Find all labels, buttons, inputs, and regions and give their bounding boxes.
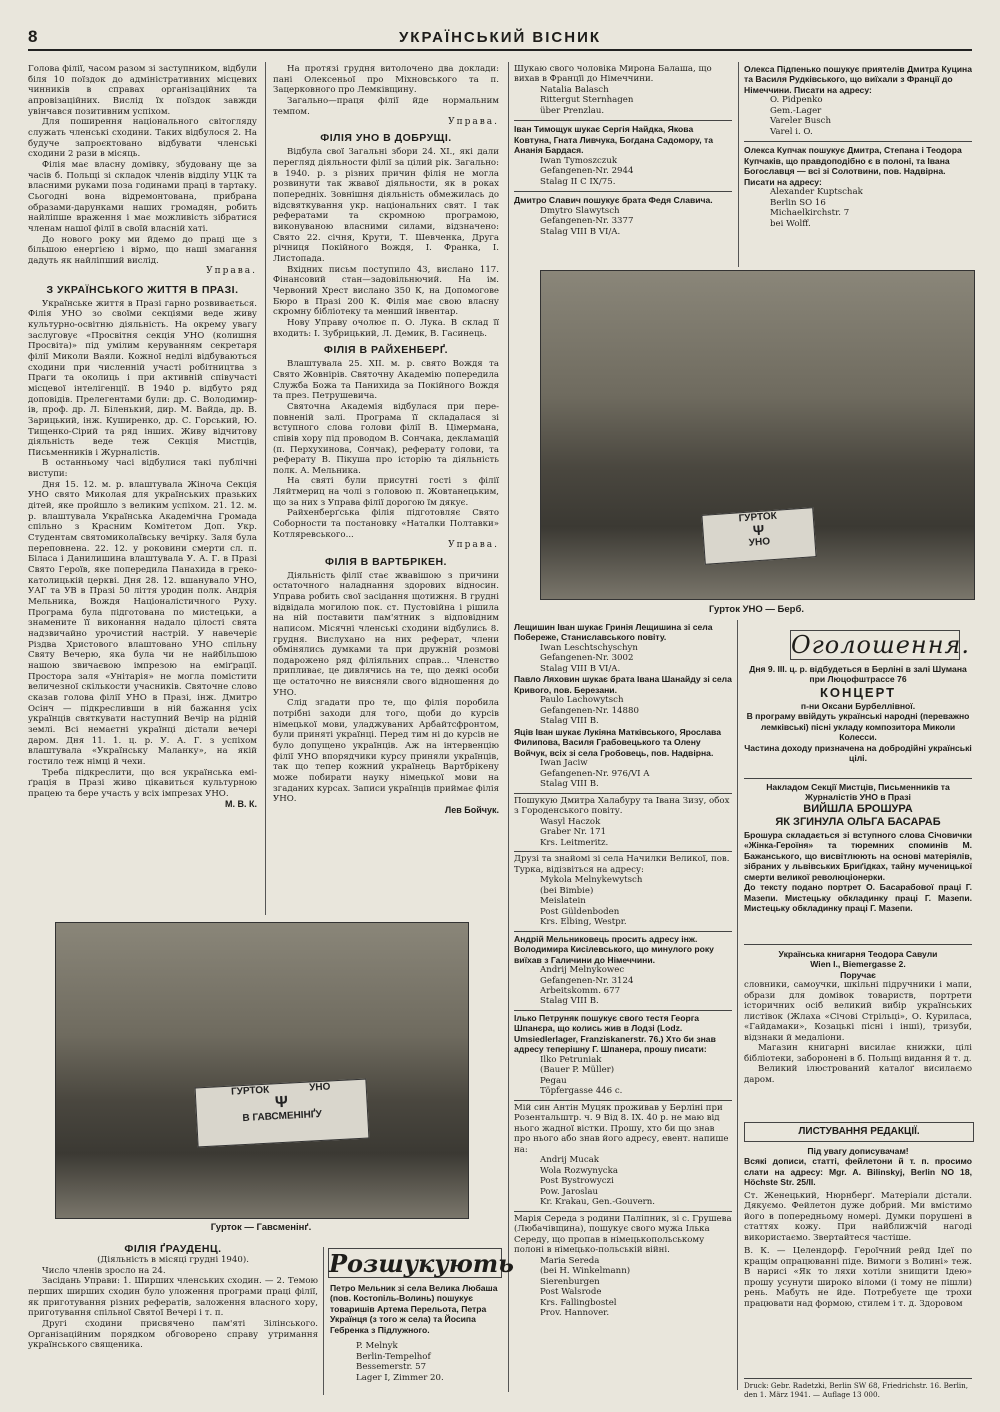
- book-heading: ВИЙШЛА БРОШУРА: [803, 802, 913, 815]
- address-line: Lager I, Zimmer 20.: [356, 1372, 444, 1383]
- paragraph: Загально—праця філії йде нормальним темпом.: [273, 95, 499, 117]
- address-line: Krs. Elbing, Westpr.: [540, 917, 627, 928]
- notice-text: Андрій Мельниковець просить адресу інж. Володимира Кисілевського, що минулого року виїхав з Галичини до Німеччини.: [514, 933, 714, 965]
- paragraph: На протязі грудня витолочено два доклади: пані Олексеньої про Міхновського та п. Зацерковного про Лемківщину.: [273, 64, 499, 96]
- address-line: Pow. Jaroslau: [540, 1186, 599, 1197]
- address-line: (Bauer P. Müller): [540, 1065, 615, 1076]
- address-line: P. Melnyk: [356, 1341, 398, 1352]
- paragraph: Треба підкреслити, що вся українська еміґрація в Празі живо цікавиться культурною працею та бере участь у всіх імпрезах УНО.: [28, 767, 257, 799]
- notice-text: словники, самоучки, шкільні підручники і мапи, образи для домівок товариств, портрети історичних осіб великий вибір українських листівок (Жлаха «Січові Стрільці», О. Куриласа, «Гайдамаки», Козацькі пісні і інші), тризуби, відзнаки й медаліони.: [744, 980, 972, 1043]
- group-photo-gausmening: [55, 922, 469, 1219]
- address-line: Bessemerstr. 57: [356, 1362, 427, 1373]
- address-line: über Prenzlau.: [540, 105, 605, 116]
- address-line: (bei Bimbie): [540, 885, 594, 896]
- address-line: Sierenburgen: [540, 1276, 600, 1287]
- address-line: Gefangenen-Nr. 976/VI A: [540, 768, 650, 779]
- address-line: Berlin SO 16: [770, 197, 826, 208]
- address-line: Vareler Busch: [770, 116, 832, 127]
- notice-text: Петро Мельник зі села Велика Любаша (пов. Костопіль-Волинь) пошукує товаришів Артема Перельота, Петра Українця (з того ж села) та Йосипа Гебренка з Підлужного.: [330, 1283, 498, 1335]
- photo-sign: [701, 507, 816, 565]
- address-line: Stalag II C IX/75.: [540, 176, 616, 187]
- paragraph: Влаштувала 25. XII. м. р. свято Вождя та Свято Жовнірів. Святочну Академію попередила Служба Божа та Панихида за Покійного Вождя та през. Петрушевича.: [273, 359, 499, 402]
- page-number: 8: [28, 27, 38, 46]
- sign-text: В ГАВСМЕНІНҐУ: [242, 1108, 323, 1125]
- address-line: Graber Nr. 171: [540, 827, 607, 838]
- address-line: Meislatein: [540, 896, 586, 907]
- signature: М. В. К.: [225, 799, 257, 810]
- notice-text: Магазин книгарні висилає книжки, цілі бібліотеки, заборонені в б. Польщі видання й т. д.: [744, 1043, 972, 1064]
- signature: Управа.: [206, 266, 257, 277]
- graudenz-article: [28, 1243, 318, 1398]
- shop-address: Wien I., Biemergasse 2.: [810, 959, 906, 970]
- address-line: Post Bystrowyczi: [540, 1176, 614, 1187]
- paragraph: Голова філії, часом разом зі заступником, відбули біля 10 поїздок до адміністративних місцевих чинників в справах організаційних та апровізаційних. Вислід їх поїздок завжди увінчався позитивним успіхом.: [28, 64, 257, 117]
- address-line: Prov. Hannover.: [540, 1308, 610, 1319]
- book-notice: [744, 782, 972, 940]
- notice-text: Іван Тимощук шукає Сергія Найдка, Якова Ковтуна, Гната Ливчука, Богдана Садомору, та Ананія Бардася.: [514, 124, 713, 156]
- section-heading: ФІЛІЯ УНО В ДОБРУЩІ.: [320, 132, 452, 145]
- paragraph: Для поширення національного світогляду служать членські сходини. Таких відбулося 2. На будуче запроєктовано відбувати членські сходини 2 рази в місяць.: [28, 117, 257, 160]
- notice-text: Пошукую Дмитра Халабуру та Івана Зизу, обох з Городенського повіту.: [514, 795, 730, 817]
- address-line: Pegau: [540, 1075, 567, 1086]
- wanted-entry: [330, 1283, 502, 1398]
- address-line: Gefangenen-Nr. 3124: [540, 975, 634, 986]
- address-line: Maria Sereda: [540, 1255, 600, 1266]
- divider: [744, 778, 972, 779]
- address-line: Varel i. O.: [770, 126, 813, 137]
- paragraph: На святі були присутні гості з філії Ляйтмериц на чолі з головою п. Жовтанецьким, що за них з Управа філії дорогою їм дякує.: [273, 476, 499, 508]
- paragraph: Святочна Академія відбулася при переповненій залі. Програма її складалася зі вступного слова голови філії В. Цімермана, співів хору під проводом В. Сончака, декламацій (п. Перхухинова, Сончак), реферату голови, та реферату В. Пікуша про історію та діяльність полк. А. Мельника.: [273, 401, 499, 476]
- notice-text: В. К. — Целендорф. Героїчний рейд Ідеї по кращім опрацюванні піде. Вимоги з Волині» теж. В нарисі «Як то ляхи хотіли знищити Ідею» прошу усунути широко віломи (і тому не пішли) рень. Мабуть не йде. Потребуєте ще трохи працювати над формою, стилем і т. д. Здоровом: [744, 1246, 972, 1309]
- paragraph: Відбула свої Загальні збори 24. XI., які дали перегляд діяльности філії за цілий рік. Загально: в 1940. р. з різних причин філія не могла розвинути так жвавої діяльности, як в роках попередніх. Зовнішня діяльність обмежилась до відсвяткування укр. національних свят. І так рефератами та скромною програмою, виконуваною власними силами, відзначено: Свято 22. січня, Крути, Т. Шевченка, Друга річниця Покійного Вождя, І. Франка, І. Листопада.: [273, 147, 499, 264]
- address-line: Gefangenen-Nr. 14880: [540, 705, 639, 716]
- address-line: Michaelkirchstr. 7: [770, 208, 850, 219]
- column-rule: [265, 62, 266, 915]
- address-line: Berlin-Tempelhof: [356, 1351, 431, 1362]
- divider: [744, 944, 972, 945]
- address-line: Paulo Lachowytsch: [540, 695, 624, 706]
- notice-text: Частина доходу призначена на добродійні українські цілі.: [744, 742, 972, 764]
- trident-icon: Ψ: [752, 521, 765, 539]
- address-line: (bei H. Winkelmann): [540, 1266, 631, 1277]
- notice-text: Марія Середа з родини Паліпник, зі с. Грушева (Любачівщина), пошукує свого мужа Ілька Середу, що пропав в німецькопольському полоні в німецько-польській війні.: [514, 1213, 732, 1256]
- notice-text: Лещишин Іван шукає Гринія Лещишина зі села Побереже, Станиславського повіту.: [514, 622, 713, 643]
- announcements-title: Оголошення.: [791, 631, 971, 659]
- notice-text: Олекса Підпенько пошукує приятелів Дмитра Куцина та Василя Рудківського, що виїхали з Франції до Німеччини. Писати на адресу:: [744, 64, 972, 95]
- notice-text: Українська книгарня Теодора Савули: [778, 949, 938, 959]
- trident-icon: Ψ: [274, 1093, 289, 1112]
- notice-text: Шукаю свого чоловіка Мирона Балаша, що вихав в Францїі до Німеччини.: [514, 64, 712, 85]
- paragraph: Другі сходини присвячено пам'яті Зілінського. Організаційним порядком обговорено справу утримання українського священика.: [28, 1318, 318, 1351]
- address-line: Stalag VIII B VI/A.: [540, 663, 621, 674]
- letters-title: ЛИСТУВАННЯ РЕДАКЦІЇ.: [744, 1122, 974, 1142]
- photo-sign: [195, 1079, 370, 1148]
- photo-caption: Гурток — Гавсменінґ.: [210, 1222, 312, 1233]
- notice-text: Павло Ляховин шукає брата Івана Шанайду зі села Кривого, пов. Березани.: [514, 674, 732, 695]
- notice-text: Друзі та знайомі зі села Начилки Великої, пов. Турка, відізвіться на адресу:: [514, 854, 730, 875]
- address-line: Kr. Krakau, Gen.-Gouvern.: [540, 1197, 656, 1208]
- column-rule: [323, 1247, 324, 1395]
- section-subheading: (Діяльність в місяці грудні 1940).: [97, 1255, 249, 1265]
- address-line: Wasyl Haczok: [540, 816, 601, 827]
- sign-text: ГУРТОК: [738, 510, 778, 525]
- notice-text: Накладом Секції Мистців, Письменників та Журналістів УНО в Празі: [766, 782, 950, 803]
- column-1: [28, 64, 257, 900]
- address-line: Stalag VIII B.: [540, 996, 599, 1007]
- address-line: Ilko Petruniak: [540, 1054, 602, 1065]
- notice-text: Поручає: [840, 969, 876, 980]
- sign-text: ГУРТОК: [230, 1084, 270, 1098]
- masthead: [28, 27, 972, 51]
- address-line: Dmytro Slawytsch: [540, 205, 620, 216]
- address-line: Rittergut Sternhagen: [540, 95, 634, 106]
- concert-notice: [744, 664, 972, 774]
- address-line: Gefangenen-Nr. 3002: [540, 653, 634, 664]
- notice-text: Всякі дописи, статті, фейлетони й т. п. просимо слати на адресу: Mgr. A. Bilinskyj, Berlin NO 18, Höchste Str. 25/II.: [744, 1156, 972, 1188]
- letters-section: [744, 1146, 972, 1374]
- paragraph: Слід згадати про те, що філія поробила потрібні заходи для того, щоби до курсів німецької мови, уладжуваних Арбайтсфронтом, були приняті українці. Перед тим ні до курсів не було допущено українців. Аж на інтервенцію філії УНО впорядчики курсу приняли українців, так що тепер кожний українець Вартбрікену може побирати науку німецької мови на згаданих курсах. Записи українців приймає філія УНО.: [273, 698, 499, 805]
- sign-text: УНО: [748, 536, 771, 549]
- column-3-top: [514, 64, 732, 264]
- notice-text: Дня 9. III. ц. р. відбудеться в Берліні в залі Шумана при Люцофштрассе 76: [749, 664, 967, 685]
- address-line: Iwan Leschtschyschyn: [540, 642, 638, 653]
- paragraph: Дня 15. 12. м. р. влаштувала Жіноча Секція УНО свято Миколая для українських празьких дітей, яке пройшло з великим успіхом. 21. 12. м. р. влаштувала Українська Академічна Громада спільно з Красним Комітетом Доп. Укр. Студентам святомиколаївську вечірку. Заля була переповнена. 22. 12. у роковини смерти сл. п. Біласа і Данилишина влаштувала У. А. Г. в Празі Свято Героїв, яке попередила Панахида в греко-католицькій церкві. Дня 28. 12. вшанувало УНО, УАГ та УВ в Празі 50 ліття уродин полк. Андрія Мельника, Вождя Націоналістичного Руху. Програма була підготована по мистецьки, а знамените її виконання надало цілості свята надзвичайно урочистий настрій. У навечеріє Різдва Христового влаштовано УНО спільну Святу Вечерю, яка була чи не найбільшою нашою звичаєвою імпрезою на еміґрації. Простора заля «Унітарія» не могла помістити величезної скількости учасників. Святочне слово сказав голова філії УНО в Празі, інж. Дмитро Осінч — підкресливши в ній бажання усіх українців святкувати наступний Вечір на рідній землі. Всі немаєтні українці дістали вечері даром. Дня 11. 1. ц. р. У. А. Г. з успіхом влаштувала «Українську Маланку», на якій гостило теж німці й чехи.: [28, 479, 257, 767]
- paragraph: Нову Управу очолює п. О. Лука. В склад її входить: І. Зубрицький, Л. Демик, В. Гасинець.: [273, 317, 499, 339]
- address-line: Wola Rozwynycka: [540, 1165, 618, 1176]
- address-line: bei Wolff.: [770, 218, 811, 229]
- group-photo-berb: [540, 270, 975, 600]
- address-line: Alexander Kuptschak: [770, 187, 863, 198]
- address-line: Iwan Tymoszczuk: [540, 155, 618, 166]
- address-line: Andrij Mucak: [540, 1155, 599, 1166]
- paragraph: В останньому часі відбулися такі публічні виступи:: [28, 458, 257, 480]
- column-3-bottom: [514, 622, 732, 1397]
- address-line: Krs. Fallingbostel: [540, 1297, 617, 1308]
- address-line: Stalag VIII B.: [540, 779, 599, 790]
- notice-text: Брошура складається зі вступного слова Січовички «Жінка-Героїня» та тюремних споминів М. Бажанського, що висвітлюють на основі матеріялів, зібраних у львівських Бриґідках, тайну мученицької смерти великої революціонерки.: [744, 829, 972, 882]
- address-line: Stalag VIII B VI/A.: [540, 226, 621, 237]
- wanted-title: Розшукують: [329, 1249, 514, 1278]
- column-rule: [508, 62, 509, 1392]
- notice-text: Олекса Купчак пошукує Дмитра, Степана і Теодора Купчаків, що правдоподібно є в полоні, та Івана Богославця — всі зі Солотвини, пов. Надвірна. Писати на адресу:: [744, 145, 962, 187]
- notice-text: п-ни Оксани Бурбеллівної.: [800, 700, 916, 711]
- notice-text: Мій син Антін Муцяк проживав у Берліні при Розентальштр. ч. 9 Від 8. IX. 40 р. не маю від нього жадної вістки. Прошу, хто би що знав про нього або знав його адресу, евент. напише на:: [514, 1102, 729, 1155]
- notice-text: До тексту подано портрет О. Басарабової праці Г. Мазепи. Мистецьку обкладинку праці Г. Мазепи. Мистецьку обкладинку праці Г. Мазепи.: [744, 882, 972, 914]
- notice-text: Ілько Петруняк пошукує свого тестя Георга Шпанєра, що колись жив в Лодзі (Lodz. Umsiedlerlager, Franziskanerstr. 76.) Хто би знав адресу теперішну Г. Шпанера, прошу писати:: [514, 1012, 716, 1055]
- section-heading: З УКРАЇНСЬКОГО ЖИТТЯ В ПРАЗІ.: [46, 283, 239, 296]
- address-line: Iwan Jaciw: [540, 758, 588, 769]
- paragraph: Українське життя в Празі гарно розвивається. Філія УНО зо своїми секціями веде живу культурно-освітню діяльність. На окрему увагу заслуговує «Просвітня секція УНО (колишня Просвіта)» під умілим керуванням секретаря філії Миколи Ваяли. Кожної неділі відбуваються сходини при численній участі робітництва з Праги та околиць і при активній співучасті місцевої інтелігенції. В 1940 р. відбуто ряд доповідів. Прелегентами були: др. С. Володимирів, проф. др. Л. Біленький, дир. М. Вайда, др. В. Зарицький, інж. Куширенко, др. С. Горський, Ю. Тищенко-Сірий та ряд інших. Живу відчитову діяльність веде теж Секція Мистців, Письменників і Журналістів.: [28, 298, 257, 458]
- address-line: Stalag VIII B.: [540, 716, 599, 727]
- section-heading: ФІЛІЯ В РАЙХЕНБЕРҐ.: [323, 344, 449, 357]
- sign-text: УНО: [308, 1081, 331, 1094]
- section-heading: ФІЛІЯ В ВАРТБРІКЕН.: [325, 555, 447, 568]
- column-4-top: [744, 64, 972, 264]
- paragraph: Райхенберґська філія підготовляє Свято Соборности та постановку «Наталки Полтавки» Котляревського...: [273, 508, 499, 540]
- paragraph: Діяльність філії стає жвавішою з причини остаточного наладнання здорових відносин. Управа робить свої засідання щотижня. В грудні відвідала могилою пок. ст. Пустовійна і рішила на ній поставити пам'ятник з відповідним написом. Місячні членські сходини відбулись 8. грудня. Вислухано на них реферат, члени обмінялись думками та при дружній розмові подарожено ряд філіяльних справ... Членство припливає, це дивлячись на те, що деякі особи ще остаточно не виясняли свого відношення до УНО.: [273, 570, 499, 698]
- address-line: Post Güldenboden: [540, 906, 620, 917]
- paragraph: Вхідних письм поступило 43, вислано 117. Фінансовий стан—задовільнючий. На ім. Червоний Хрест вислано 350 К, на Допомогове Бюро в Празі 200 К. Філія має свою власну скромну бібліотеку та менший інвентар.: [273, 264, 499, 318]
- notice-text: Дмитро Славич пошукує брата Федя Славича.: [514, 195, 713, 206]
- address-line: Gefangenen-Nr. 2944: [540, 166, 634, 177]
- notice-text: Під увагу дописувачам!: [807, 1146, 909, 1156]
- address-line: O. Pidpenko: [770, 95, 823, 106]
- column-2: [273, 64, 499, 910]
- paragraph: Філія має власну домівку, збудовану ще за часів б. Польщі зі складок членів відділу УЦК та власними руками поза годинами праці в тартаку. Сьогодні вона відремонтована, прибрана образами-дарунками наших громадян, робить найліпше враження і має можливість зібратися членам нашої філії в своїй власній хаті.: [28, 159, 257, 234]
- book-title: ЯК ЗГИНУЛА ОЛЬГА БАСАРАБ: [775, 816, 941, 829]
- column-rule: [737, 620, 738, 1390]
- notice-text: Яців Іван шукає Лукіяна Матківського, Ярослава Филипова, Василя Грабовецького та Олену Войчук, всіх зі села Гробовець, пов. Надвірна.: [514, 726, 721, 758]
- imprint: Druck: Gebr. Radetzki, Berlin SW 68, Friedrichstr. 16. Berlin, den 1. März 1941. — Auflage 13 000.: [744, 1381, 969, 1400]
- paragraph: Засідань Управи: 1. Ширших членських сходин. — 2. Темою перших ширших сходин було уложення програми праці філії, як приготування різних рефератів, заложення власного хору, приготування спільної Святої Вечері і т. п.: [28, 1276, 318, 1319]
- section-heading: ФІЛІЯ ҐРАУДЕНЦ.: [124, 1243, 222, 1255]
- address-line: Töpfergasse 446 с.: [540, 1086, 623, 1097]
- notice-text: В програму ввійдуть українські народні (переважно лемківські) пісні укладу композитора Миколи Колесси.: [746, 711, 970, 743]
- photo-caption: Гурток УНО — Берб.: [709, 604, 804, 615]
- address-line: Post Walsrode: [540, 1287, 602, 1298]
- bookshop-notice: [744, 949, 972, 1117]
- signature: Лев Бойчук.: [444, 805, 499, 815]
- signature: Управа.: [448, 540, 499, 551]
- address-line: Arbeitskomm. 677: [540, 985, 621, 996]
- divider: [744, 1378, 972, 1379]
- address-line: Andrij Melnykowec: [540, 965, 625, 976]
- address-line: Gem.-Lager: [770, 105, 822, 116]
- column-rule: [738, 62, 739, 267]
- concert-heading: КОНЦЕРТ: [819, 684, 897, 700]
- paragraph: Число членів зросло на 24.: [42, 1265, 166, 1276]
- address-line: Gefangenen-Nr. 3377: [540, 216, 634, 227]
- address-line: Mykola Melnykewytsch: [540, 875, 643, 886]
- notice-text: Ст. Женецький, Нюрнберґ. Матеріали дістали. Дякуємо. Фейлетон дуже добрий. Ми вмістимо його в попередньому номері. Думки порушені в статтях кожу. При найближчій нагоді використаємо. Звертайтеся частіше.: [744, 1190, 972, 1243]
- notice-text: Великий ілюстрований каталоґ висилаємо даром.: [744, 1064, 972, 1085]
- signature: Управа.: [448, 117, 499, 128]
- address-line: Krs. Leitmeritz.: [540, 837, 609, 848]
- address-line: Natalia Balasch: [540, 84, 609, 95]
- newspaper-title: УКРАЇНСЬКИЙ ВІСНИК: [398, 29, 602, 46]
- paragraph: До нового року ми йдемо до праці ще з більшою енергією і вірмо, що наші змагання дадуть як найліпший вислід.: [28, 234, 257, 266]
